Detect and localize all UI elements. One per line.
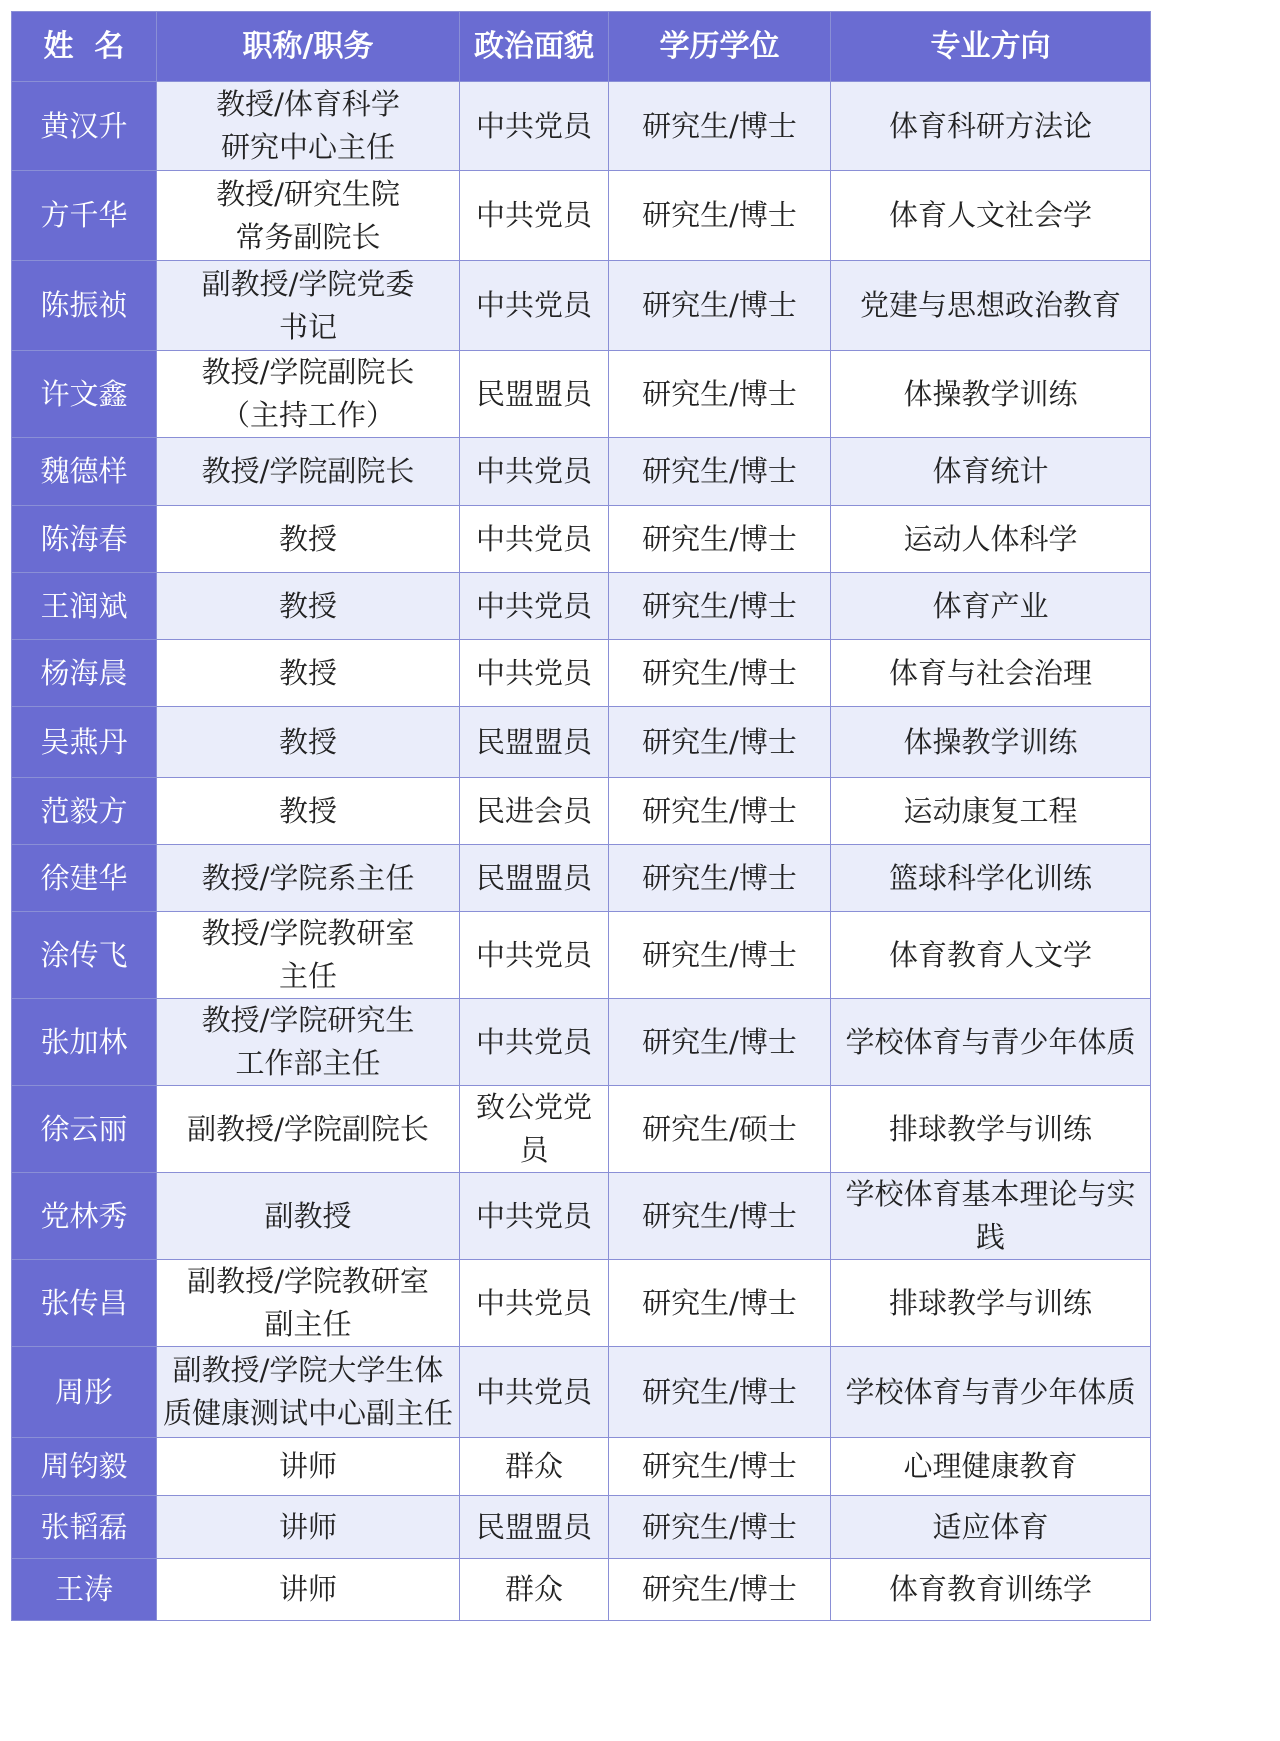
- table-row: [12, 1086, 1151, 1173]
- table-row: [12, 778, 1151, 845]
- cell-degree: 研究生/博士: [609, 1559, 831, 1621]
- title-line: 讲师: [279, 1572, 338, 1606]
- cell-field: 心理健康教育: [831, 1438, 1151, 1496]
- title-line: （主持工作）: [221, 398, 396, 432]
- cell-party: 中共党员: [460, 573, 609, 640]
- cell-title: [157, 261, 460, 351]
- cell-name: 周钧毅: [12, 1438, 157, 1496]
- cell-degree: 研究生/博士: [609, 845, 831, 912]
- cell-field: 运动人体科学: [831, 506, 1151, 573]
- table-row: [12, 1260, 1151, 1347]
- table-row: [12, 707, 1151, 778]
- cell-party: 中共党员: [460, 1260, 609, 1347]
- cell-field: 体育科研方法论: [831, 82, 1151, 171]
- cell-degree: 研究生/博士: [609, 351, 831, 438]
- title-line: 教授: [279, 521, 338, 556]
- cell-party: 中共党员: [460, 506, 609, 573]
- title-line: 教授/研究生院: [216, 176, 400, 211]
- title-line: 常务副院长: [235, 219, 381, 254]
- title-line: 教授: [279, 588, 338, 623]
- title-line: 教授/学院研究生: [201, 1003, 415, 1037]
- cell-party: 中共党员: [460, 1173, 609, 1260]
- title-line: 研究中心主任: [221, 130, 396, 164]
- cell-name: 王润斌: [12, 573, 157, 640]
- cell-name: 方千华: [12, 171, 157, 261]
- table-row: [12, 351, 1151, 438]
- cell-degree: 研究生/博士: [609, 1347, 831, 1438]
- header-field: 专业方向: [831, 12, 1151, 82]
- title-line: 教授/体育科学: [216, 87, 400, 121]
- cell-name: 魏德样: [12, 438, 157, 506]
- cell-field: 体育教育训练学: [831, 1559, 1151, 1621]
- header-degree: 学历学位: [609, 12, 831, 82]
- cell-title: [157, 1347, 460, 1438]
- cell-degree: 研究生/博士: [609, 912, 831, 999]
- cell-degree: 研究生/博士: [609, 506, 831, 573]
- cell-party: 中共党员: [460, 82, 609, 171]
- cell-title: [157, 1496, 460, 1559]
- cell-party: 中共党员: [460, 171, 609, 261]
- cell-degree: 研究生/硕士: [609, 1086, 831, 1173]
- cell-degree: 研究生/博士: [609, 707, 831, 778]
- cell-degree: 研究生/博士: [609, 1438, 831, 1496]
- table-row: [12, 1438, 1151, 1496]
- cell-name: 王涛: [12, 1559, 157, 1621]
- title-line: 副教授/学院教研室: [187, 1264, 429, 1298]
- cell-degree: 研究生/博士: [609, 573, 831, 640]
- cell-title: [157, 845, 460, 912]
- cell-party: 中共党员: [460, 912, 609, 999]
- cell-title: [157, 1173, 460, 1260]
- cell-field: 篮球科学化训练: [831, 845, 1151, 912]
- cell-name: 吴燕丹: [12, 707, 157, 778]
- cell-party: 中共党员: [460, 261, 609, 351]
- title-line: 教授/学院教研室: [201, 916, 415, 950]
- cell-title: [157, 506, 460, 573]
- cell-field: 学校体育与青少年体质: [831, 1347, 1151, 1438]
- cell-field: 体操教学训练: [831, 351, 1151, 438]
- cell-name: 陈振祯: [12, 261, 157, 351]
- cell-party: 中共党员: [460, 640, 609, 707]
- cell-party: 民盟盟员: [460, 845, 609, 912]
- title-line: 教授: [279, 655, 338, 690]
- cell-degree: 研究生/博士: [609, 438, 831, 506]
- cell-field: 体育人文社会学: [831, 171, 1151, 261]
- table-row: [12, 912, 1151, 999]
- cell-field: 体育产业: [831, 573, 1151, 640]
- cell-field: 学校体育基本理论与实践: [831, 1173, 1151, 1260]
- cell-degree: 研究生/博士: [609, 171, 831, 261]
- table-row: [12, 573, 1151, 640]
- cell-title: [157, 171, 460, 261]
- title-line: 副教授/学院副院长: [187, 1111, 429, 1146]
- cell-party: 中共党员: [460, 1347, 609, 1438]
- cell-title: [157, 1086, 460, 1173]
- table-row: [12, 1496, 1151, 1559]
- cell-party: 民进会员: [460, 778, 609, 845]
- cell-name: 张韬磊: [12, 1496, 157, 1559]
- cell-name: 徐建华: [12, 845, 157, 912]
- table-row: [12, 261, 1151, 351]
- cell-party: 民盟盟员: [460, 351, 609, 438]
- table-row: [12, 506, 1151, 573]
- cell-party: 群众: [460, 1438, 609, 1496]
- cell-party: 中共党员: [460, 438, 609, 506]
- cell-degree: 研究生/博士: [609, 261, 831, 351]
- cell-degree: 研究生/博士: [609, 640, 831, 707]
- cell-title: [157, 778, 460, 845]
- cell-title: [157, 707, 460, 778]
- table-row: [12, 1559, 1151, 1621]
- cell-name: 杨海晨: [12, 640, 157, 707]
- cell-title: [157, 82, 460, 171]
- cell-name: 徐云丽: [12, 1086, 157, 1173]
- table-row: [12, 171, 1151, 261]
- header-party: 政治面貌: [460, 12, 609, 82]
- title-line: 教授: [279, 724, 338, 759]
- cell-degree: 研究生/博士: [609, 778, 831, 845]
- cell-degree: 研究生/博士: [609, 999, 831, 1086]
- title-line: 讲师: [279, 1509, 338, 1544]
- cell-field: 学校体育与青少年体质: [831, 999, 1151, 1086]
- title-line: 副主任: [264, 1307, 352, 1341]
- title-line: 副教授/学院大学生体: [172, 1353, 444, 1387]
- table-row: [12, 640, 1151, 707]
- table-row: [12, 999, 1151, 1086]
- cell-name: 黄汉升: [12, 82, 157, 171]
- title-line: 书记: [279, 309, 338, 344]
- title-line: 教授/学院系主任: [201, 860, 415, 895]
- cell-field: 适应体育: [831, 1496, 1151, 1559]
- cell-party: 中共党员: [460, 999, 609, 1086]
- cell-title: [157, 912, 460, 999]
- cell-title: [157, 1559, 460, 1621]
- cell-degree: 研究生/博士: [609, 1260, 831, 1347]
- cell-name: 许文鑫: [12, 351, 157, 438]
- title-line: 教授/学院副院长: [201, 454, 415, 488]
- table-row: [12, 1347, 1151, 1438]
- title-line: 工作部主任: [235, 1046, 381, 1080]
- cell-field: 体育与社会治理: [831, 640, 1151, 707]
- cell-name: 张加林: [12, 999, 157, 1086]
- table-row: [12, 1173, 1151, 1260]
- cell-field: 运动康复工程: [831, 778, 1151, 845]
- cell-title: [157, 438, 460, 506]
- title-line: 讲师: [279, 1449, 338, 1483]
- cell-party: 民盟盟员: [460, 1496, 609, 1559]
- cell-name: 周彤: [12, 1347, 157, 1438]
- table-header-row: [12, 12, 1151, 82]
- table-row: [12, 438, 1151, 506]
- cell-title: [157, 1438, 460, 1496]
- title-line: 副教授: [264, 1198, 352, 1233]
- table-row: [12, 845, 1151, 912]
- cell-field: 党建与思想政治教育: [831, 261, 1151, 351]
- table-row: [12, 82, 1151, 171]
- cell-title: [157, 640, 460, 707]
- cell-name: 陈海春: [12, 506, 157, 573]
- cell-title: [157, 1260, 460, 1347]
- cell-degree: 研究生/博士: [609, 1496, 831, 1559]
- cell-title: [157, 351, 460, 438]
- cell-name: 范毅方: [12, 778, 157, 845]
- cell-party: 群众: [460, 1559, 609, 1621]
- cell-degree: 研究生/博士: [609, 82, 831, 171]
- cell-name: 张传昌: [12, 1260, 157, 1347]
- faculty-table: [11, 11, 1151, 1621]
- cell-field: 体育教育人文学: [831, 912, 1151, 999]
- cell-field: 排球教学与训练: [831, 1260, 1151, 1347]
- title-line: 主任: [279, 959, 338, 993]
- cell-field: 排球教学与训练: [831, 1086, 1151, 1173]
- header-name: 姓 名: [12, 12, 157, 82]
- cell-title: [157, 573, 460, 640]
- cell-field: 体育统计: [831, 438, 1151, 506]
- header-title: 职称/职务: [157, 12, 460, 82]
- cell-name: 党林秀: [12, 1173, 157, 1260]
- title-line: 副教授/学院党委: [201, 266, 415, 301]
- cell-party: 致公党党员: [460, 1086, 609, 1173]
- title-line: 教授/学院副院长: [201, 355, 415, 389]
- cell-title: [157, 999, 460, 1086]
- cell-name: 涂传飞: [12, 912, 157, 999]
- title-line: 教授: [279, 793, 338, 828]
- title-line: 质健康测试中心副主任: [163, 1396, 454, 1430]
- cell-degree: 研究生/博士: [609, 1173, 831, 1260]
- cell-party: 民盟盟员: [460, 707, 609, 778]
- cell-field: 体操教学训练: [831, 707, 1151, 778]
